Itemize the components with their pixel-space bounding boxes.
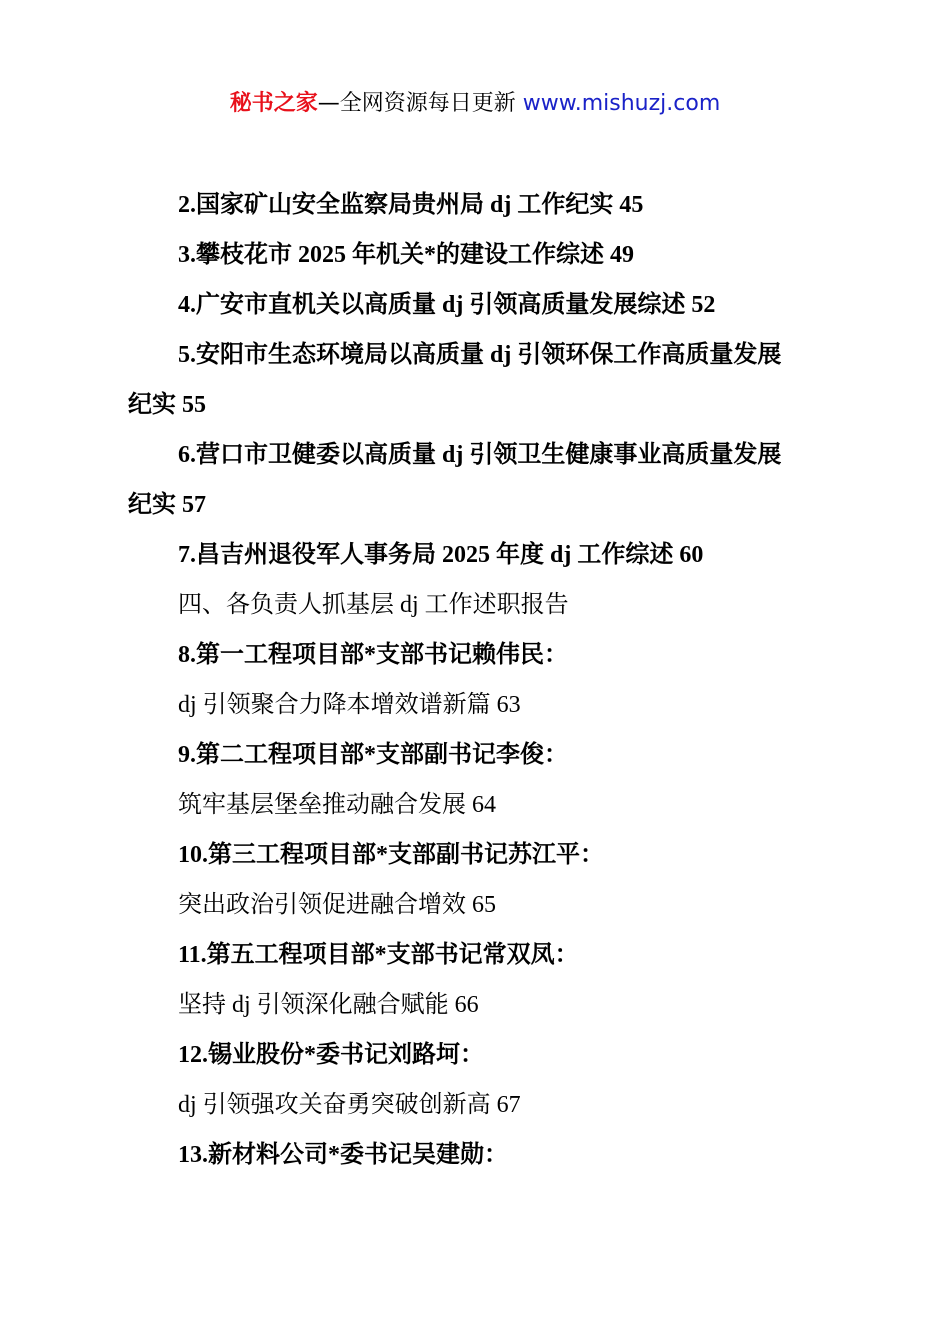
- toc-entry-subtitle[interactable]: 筑牢基层堡垒推动融合发展 64: [178, 792, 496, 818]
- toc-entry[interactable]: 2.国家矿山安全监察局贵州局 dj 工作纪实 45: [178, 192, 644, 218]
- toc-entry[interactable]: 13.新材料公司*委书记吴建勋：: [178, 1142, 508, 1168]
- toc-entry[interactable]: 3.攀枝花市 2025 年机关*的建设工作综述 49: [178, 242, 634, 268]
- toc-entry-continuation[interactable]: 纪实 55: [128, 392, 206, 418]
- site-url-link[interactable]: www.mishuzj.com: [522, 91, 721, 116]
- table-of-contents: [128, 180, 834, 1180]
- toc-entry[interactable]: 9.第二工程项目部*支部副书记李俊：: [178, 742, 568, 768]
- toc-entry[interactable]: 12.锡业股份*委书记刘路坷：: [178, 1042, 484, 1068]
- site-header: [0, 88, 950, 120]
- toc-entry-continuation[interactable]: 纪实 57: [128, 492, 206, 518]
- toc-section-heading[interactable]: 四、各负责人抓基层 dj 工作述职报告: [178, 592, 569, 618]
- toc-entry[interactable]: 8.第一工程项目部*支部书记赖伟民：: [178, 642, 568, 668]
- toc-entry[interactable]: 4.广安市直机关以高质量 dj 引领高质量发展综述 52: [178, 292, 716, 318]
- toc-entry-subtitle[interactable]: dj 引领强攻关奋勇突破创新高 67: [178, 1092, 521, 1118]
- toc-entry[interactable]: 6.营口市卫健委以高质量 dj 引领卫生健康事业高质量发展: [178, 442, 782, 468]
- toc-entry[interactable]: 5.安阳市生态环境局以高质量 dj 引领环保工作高质量发展: [178, 342, 782, 368]
- toc-entry-subtitle[interactable]: 突出政治引领促进融合增效 65: [178, 892, 496, 918]
- toc-entry-subtitle[interactable]: 坚持 dj 引领深化融合赋能 66: [178, 992, 479, 1018]
- toc-entry[interactable]: 7.昌吉州退役军人事务局 2025 年度 dj 工作综述 60: [178, 542, 704, 568]
- site-brand: 秘书之家: [229, 91, 318, 116]
- site-tagline: —全网资源每日更新: [317, 91, 523, 116]
- toc-entry[interactable]: 10.第三工程项目部*支部副书记苏江平：: [178, 842, 604, 868]
- toc-entry[interactable]: 11.第五工程项目部*支部书记常双凤：: [178, 942, 579, 968]
- toc-entry-subtitle[interactable]: dj 引领聚合力降本增效谱新篇 63: [178, 692, 521, 718]
